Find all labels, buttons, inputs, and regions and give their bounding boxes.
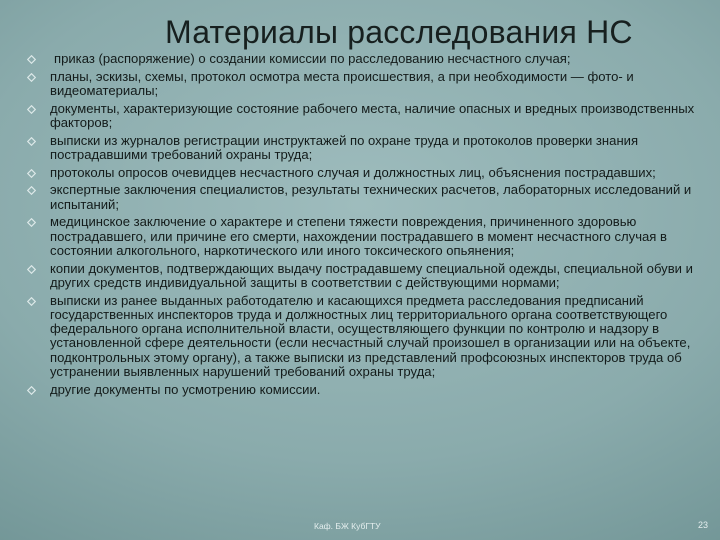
diamond-bullet-icon — [24, 262, 50, 276]
list-item-text: протоколы опросов очевидцев несчастного случая и должностных лиц, объяснения пострадавших; — [50, 164, 656, 180]
list-item-text: копии документов, подтверждающих выдачу пострадавшему специальной одежды, специальной обуви и других средств индивидуальной защиты в соответствии с действующими нормами; — [50, 260, 693, 290]
list-item-text: документы, характеризующие состояние рабочего места, наличие опасных и вредных производственных факторов; — [50, 100, 695, 130]
list-item-text: приказ (распоряжение) о создании комиссии по расследованию несчастного случая; — [54, 51, 571, 66]
list-item-text: медицинское заключение о характере и степени тяжести повреждения, причиненного здоровью пострадавшего, или причине его смерти, нахождении пострадавшего в момент несчастного случая в состоянии алкогольного, наркотического или иного токсического опьянения; — [50, 214, 667, 258]
list-item — [24, 102, 714, 131]
list-item — [24, 215, 714, 258]
diamond-bullet-icon — [24, 70, 50, 84]
list-item — [24, 383, 714, 397]
diamond-bullet-icon — [24, 102, 50, 116]
diamond-bullet-icon — [24, 215, 50, 229]
slide-title: Материалы расследования НС — [165, 14, 633, 50]
bullet-list — [24, 52, 714, 400]
list-item — [24, 294, 714, 380]
diamond-bullet-icon — [24, 52, 50, 66]
diamond-bullet-icon — [24, 294, 50, 308]
list-item — [24, 52, 714, 66]
list-item — [24, 262, 714, 291]
slide-number: 23 — [697, 520, 708, 530]
list-item — [24, 166, 714, 180]
list-item-text: другие документы по усмотрению комиссии. — [50, 381, 321, 397]
list-item-text: экспертные заключения специалистов, результаты технических расчетов, лабораторных исследований и испытаний; — [50, 182, 692, 212]
diamond-bullet-icon — [24, 383, 50, 397]
list-item-text: выписки из журналов регистрации инструктажей по охране труда и протоколов проверки знания пострадавшими требований охраны труда; — [50, 132, 639, 162]
diamond-bullet-icon — [24, 166, 50, 180]
diamond-bullet-icon — [24, 134, 50, 148]
list-item — [24, 134, 714, 163]
list-item-text: выписки из ранее выданных работодателю и касающихся предмета расследования предписаний государственных инспекторов труда и должностных лиц территориального органа соответствующего федерального органа исполнительной власти, осуществляющего функции по контролю и надзору в установленной сфере деятельности (если несчастный случай произошел в организации или на объекте, подконтрольных этому органу), а также выписки из представлений профсоюзных инспекторов труда об устранении выявленных нарушений требований охраны труда; — [50, 292, 691, 380]
list-item — [24, 183, 714, 212]
footer-text: Каф. БЖ КубГТУ — [314, 521, 381, 531]
diamond-bullet-icon — [24, 183, 50, 197]
list-item-text: планы, эскизы, схемы, протокол осмотра места происшествия, а при необходимости — фото- и видеоматериалы; — [50, 68, 634, 98]
list-item — [24, 70, 714, 99]
